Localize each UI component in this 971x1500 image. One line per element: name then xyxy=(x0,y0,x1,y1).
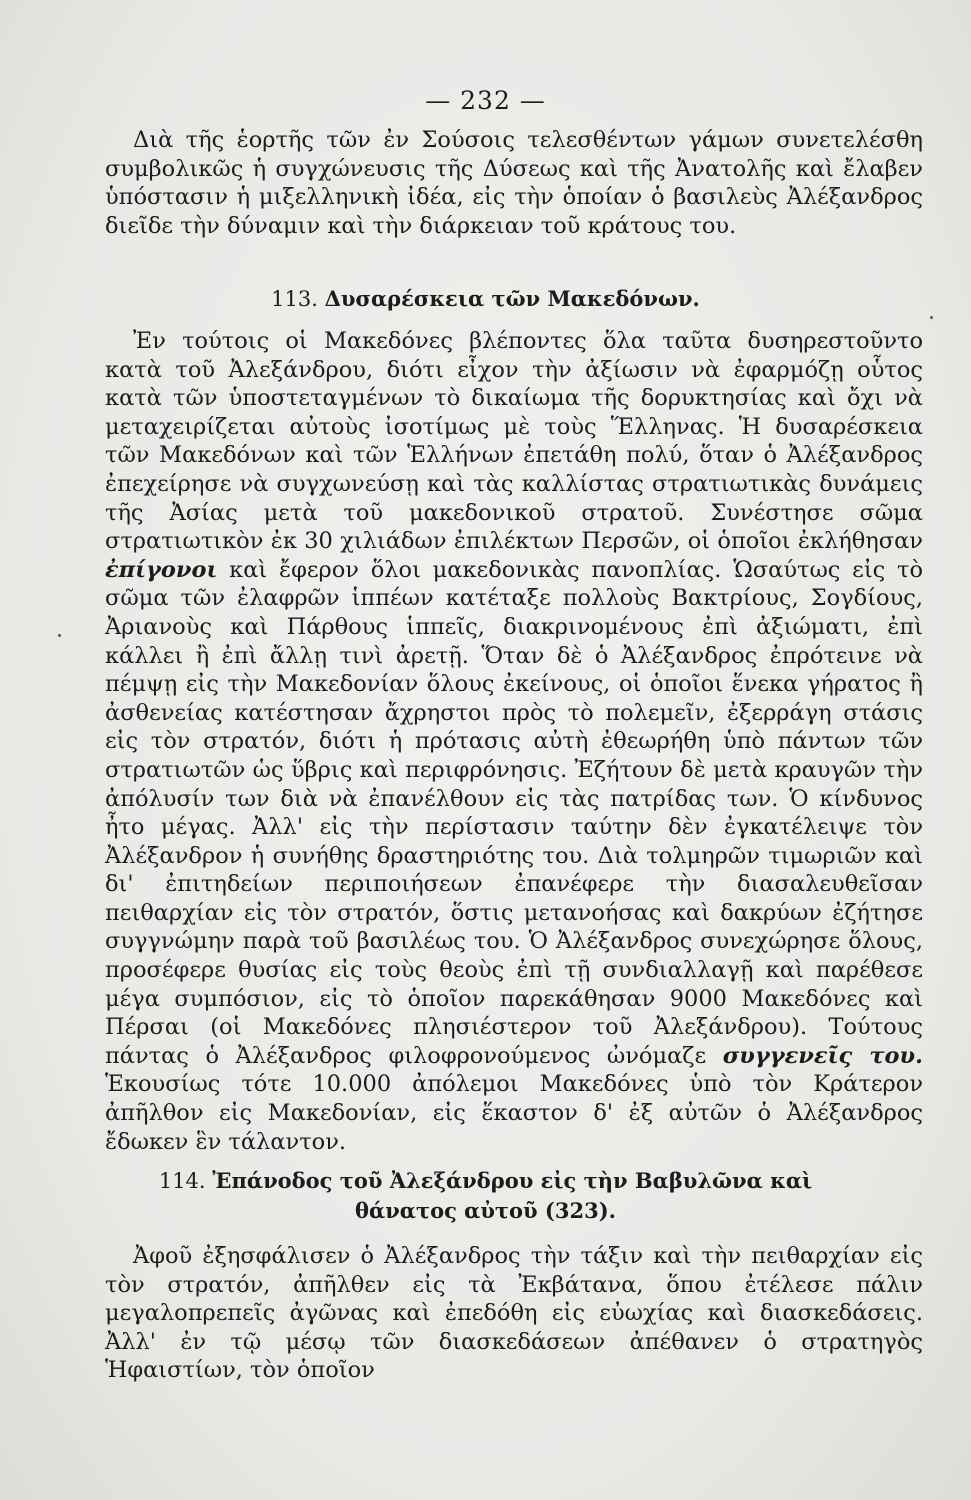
section-113-number: 113. xyxy=(271,287,318,311)
term-epigonoi: ἐπίγονοι xyxy=(105,556,218,583)
section-114-title-line2: θάνατος αὐτοῦ (323). xyxy=(355,1198,616,1223)
section-114-title-line1: Ἐπάνοδος τοῦ Ἀλεξάνδρου εἰς τὴν Βαβυλῶνα καὶ xyxy=(212,1168,813,1193)
section-113-text-part1: Ἐν τούτοις οἱ Μακεδόνες βλέποντες ὅλα ταῦτα δυσηρεστοῦντο κατὰ τοῦ Ἀλεξάνδρου, διότι εἶχον τὴν ἀξίωσιν νὰ ἐφαρμόζῃ οὗτος κατὰ τῶν ὑποστεταγμένων τὸ δικαίωμα τῆς δορυκτησίας καὶ ὄχι νὰ μεταχειρίζεται αὐτοὺς ἰσοτίμως μὲ τοὺς Ἕλληνας. Ἡ δυσαρέσκεια τῶν Μακεδόνων καὶ τῶν Ἑλλήνων ἐπετάθη πολύ, ὅταν ὁ Ἀλέξανδρος ἐπεχείρησε νὰ συγχωνεύσῃ καὶ τὰς καλλίστας στρατιωτικὰς δυνάμεις τῆς Ἀσίας μετὰ τοῦ μακεδονικοῦ στρατοῦ. Συνέστησε σῶμα στρατιωτικὸν ἐκ 30 χιλιάδων ἐπιλέκτων Περσῶν, οἱ ὁποῖοι ἐκλήθησαν xyxy=(105,328,923,555)
section-114-paragraph: Ἀφοῦ ἐξησφάλισεν ὁ Ἀλέξανδρος τὴν τάξιν καὶ τὴν πειθαρχίαν εἰς τὸν στρατόν, ἀπῆλθεν εἰς τὰ Ἐκβάτανα, ὅπου ἐτέλεσε πάλιν μεγαλοπρεπεῖς ἀγῶνας καὶ ἐπεδόθη εἰς εὐωχίας καὶ διασκεδάσεις. Ἀλλ' ἐν τῷ μέσῳ τῶν διασκεδάσεων ἀπέθανεν ὁ στρατηγὸς Ἡφαιστίων, τὸν ὁποῖον xyxy=(105,1243,923,1384)
page-number: — 232 — xyxy=(425,86,546,115)
section-114-body xyxy=(105,1242,923,1385)
section-113-text-part3: Ἑκουσίως τότε 10.000 ἀπόλεμοι Μακεδόνες ὑπὸ τὸν Κράτερον ἀπῆλθον εἰς Μακεδονίαν, εἰς ἕκαστον δ' ἐξ αὐτῶν ὁ Ἀλέξανδρος ἔδωκεν ἓν τάλαντον. xyxy=(105,1071,923,1155)
section-113-title: Δυσαρέσκεια τῶν Μακεδόνων. xyxy=(324,286,700,311)
section-113-heading xyxy=(0,284,971,314)
intro-paragraph: Διὰ τῆς ἑορτῆς τῶν ἐν Σούσοις τελεσθέντων γάμων συνετελέσθη συμβολικῶς ἡ συγχώνευσις τῆς Δύσεως καὶ τῆς Ἀνατολῆς καὶ ἔλαβεν ὑπόστασιν ἡ μιξελληνικὴ ἰδέα, εἰς τὴν ὁποίαν ὁ βασιλεὺς Ἀλέξανδρος διεῖδε τὴν δύναμιν καὶ τὴν διάρκειαν τοῦ κράτους του. xyxy=(105,127,923,239)
section-113-paragraph xyxy=(105,327,923,1156)
section-114-heading-line1 xyxy=(0,1166,971,1196)
section-114-heading xyxy=(0,1166,971,1226)
term-syngeneis: συγγενεῖς του. xyxy=(722,1042,924,1069)
margin-speck xyxy=(930,316,933,319)
margin-speck xyxy=(58,634,61,637)
section-114-number: 114. xyxy=(158,1169,206,1193)
intro-paragraph-block xyxy=(105,126,923,240)
section-113-text-part2: καὶ ἔφερον ὅλοι μακεδονικὰς πανοπλίας. Ὡσαύτως εἰς τὸ σῶμα τῶν ἐλαφρῶν ἱππέων κατέταξε πολλοὺς Βακτρίους, Σογδίους, Ἀριανοὺς καὶ Πάρθους ἱππεῖς, διακρινομένους ἐπὶ ἀξιώματι, ἐπὶ κάλλει ἢ ἐπὶ ἄλλῃ τινὶ ἀρετῇ. Ὅταν δὲ ὁ Ἀλέξανδρος ἐπρότεινε νὰ πέμψῃ εἰς τὴν Μακεδονίαν ὅλους ἐκείνους, οἱ ὁποῖοι ἕνεκα γήρατος ἢ ἀσθενείας κατέστησαν ἄχρηστοι πρὸς τὸ πολεμεῖν, ἐξερράγη στάσις εἰς τὸν στρατόν, διότι ἡ πρότασις αὐτὴ ἐθεωρήθη ὑπὸ πάντων τῶν στρατιωτῶν ὡς ὕβρις καὶ περιφρόνησις. Ἐζήτουν δὲ μετὰ κραυγῶν τὴν ἀπόλυσίν των διὰ νὰ ἐπανέλθουν εἰς τὰς πατρίδας των. Ὁ κίνδυνος ἦτο μέγας. Ἀλλ' εἰς τὴν περίστασιν ταύτην δὲν ἐγκατέλειψε τὸν Ἀλέξανδρον ἡ συνήθης δραστηριότης του. Διὰ τολμηρῶν τιμωριῶν καὶ δι' ἐπιτηδείων περιποιήσεων ἐπανέφερε τὴν διασαλευθεῖσαν πειθαρχίαν εἰς τὸν στρατόν, ὅστις μετανοήσας καὶ δακρύων ἐζήτησε συγγνώμην παρὰ τοῦ βασιλέως του. Ὁ Ἀλέξανδρος συνεχώρησε ὅλους, προσέφερε θυσίας εἰς τοὺς θεοὺς ἐπὶ τῇ συνδιαλλαγῇ καὶ παρέθεσε μέγα συμπόσιον, εἰς τὸ ὁποῖον παρεκάθησαν 9000 Μακεδόνες καὶ Πέρσαι (οἱ Μακεδόνες πλησιέστερον τοῦ Ἀλεξάνδρου). Τούτους πάντας ὁ Ἀλέξανδρος φιλοφρονούμενος ὠνόμαζε xyxy=(105,556,923,1069)
section-113-body xyxy=(105,327,923,1156)
